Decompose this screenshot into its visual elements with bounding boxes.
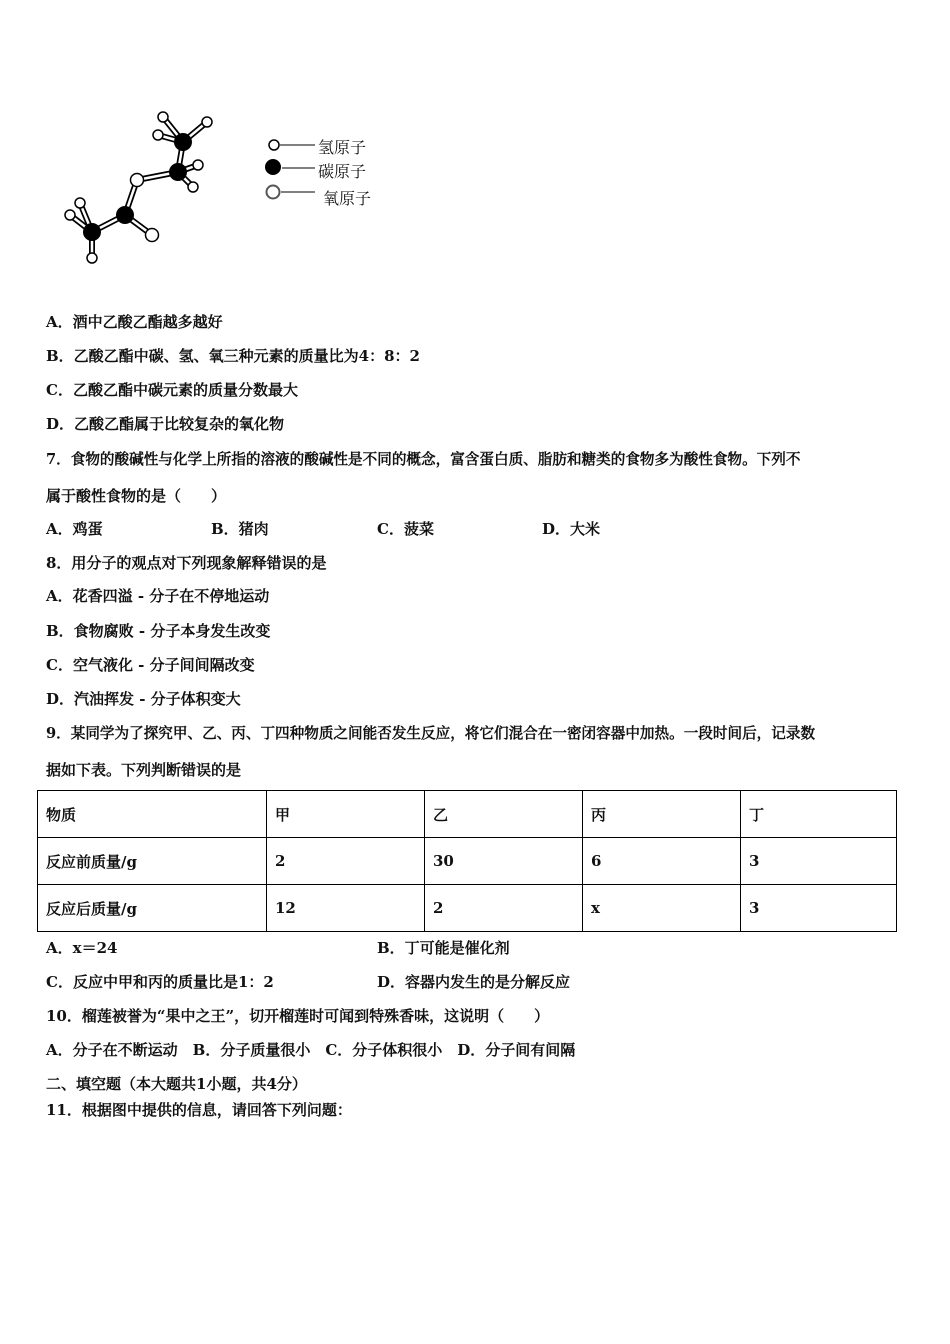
table-row — [38, 838, 897, 885]
q9-stem-line1: 9．某同学为了探究甲、乙、丙、丁四种物质之间能否发生反应，将它们混合在一密闭容器中加热。一段时间后，记录数 — [46, 725, 816, 742]
section-heading: 二、填空题（本大题共1小题，共4分） — [46, 1075, 307, 1093]
q9-option-b: B．丁可能是催化剂 — [377, 939, 510, 957]
table-cell: 2 — [425, 885, 583, 932]
q10-options: A．分子在不断运动 B．分子质量很小 C．分子体积很小 D．分子间有间隔 — [46, 1041, 576, 1059]
table-cell: 2 — [267, 838, 425, 885]
table-cell: 丁 — [741, 791, 897, 838]
q8-stem: 8．用分子的观点对下列现象解释错误的是 — [46, 554, 327, 572]
table-cell: 丙 — [583, 791, 741, 838]
q11-stem: 11．根据图中提供的信息，请回答下列问题： — [46, 1101, 352, 1119]
q7-option-d: D．大米 — [542, 520, 601, 538]
q7-stem-line1: 7．食物的酸碱性与化学上所指的溶液的酸碱性是不同的概念，富含蛋白质、脂肪和糖类的食物多为酸性食物。下列不 — [46, 451, 801, 468]
table-cell: 反应前质量/g — [38, 838, 267, 885]
q7-option-a: A．鸡蛋 — [46, 520, 103, 538]
legend-carbon: 碳原子 — [318, 162, 367, 181]
table-cell: 30 — [425, 838, 583, 885]
table-row — [38, 885, 897, 932]
q9-option-a: A．x＝24 — [46, 939, 118, 957]
table-cell: 3 — [741, 838, 897, 885]
q6-option-c: C．乙酸乙酯中碳元素的质量分数最大 — [46, 381, 298, 399]
q7-stem-line2: 属于酸性食物的是（ ） — [46, 487, 227, 505]
q7-option-c: C．菠菜 — [377, 520, 434, 538]
q8-option-b: B．食物腐败 - 分子本身发生改变 — [46, 622, 271, 640]
q8-option-d: D．汽油挥发 - 分子体积变大 — [46, 690, 241, 708]
table-cell: 6 — [583, 838, 741, 885]
q6-option-b: B．乙酸乙酯中碳、氢、氧三种元素的质量比为4：8：2 — [46, 347, 420, 365]
q9-option-d: D．容器内发生的是分解反应 — [377, 973, 571, 991]
q9-stem-line2: 据如下表。下列判断错误的是 — [46, 761, 242, 779]
table-cell: 物质 — [38, 791, 267, 838]
table-cell: 反应后质量/g — [38, 885, 267, 932]
q10-stem: 10．榴莲被誉为“果中之王”，切开榴莲时可闻到特殊香味，这说明（ ） — [46, 1007, 550, 1025]
q9-option-c: C．反应中甲和丙的质量比是1：2 — [46, 973, 274, 991]
q6-option-a: A．酒中乙酸乙酯越多越好 — [46, 313, 223, 331]
table-cell: x — [583, 885, 741, 932]
table-cell: 3 — [741, 885, 897, 932]
table-cell: 甲 — [267, 791, 425, 838]
legend-hydrogen: 氢原子 — [318, 138, 367, 157]
table-row — [38, 791, 897, 838]
legend-oxygen: 氧原子 — [323, 189, 372, 208]
q8-option-a: A．花香四溢 - 分子在不停地运动 — [46, 587, 270, 605]
table-cell: 12 — [267, 885, 425, 932]
table-cell: 乙 — [425, 791, 583, 838]
q7-option-b: B．猪肉 — [211, 520, 269, 538]
q6-option-d: D．乙酸乙酯属于比较复杂的氧化物 — [46, 415, 285, 433]
mass-data-table — [37, 790, 897, 932]
q8-option-c: C．空气液化 - 分子间间隔改变 — [46, 656, 255, 674]
